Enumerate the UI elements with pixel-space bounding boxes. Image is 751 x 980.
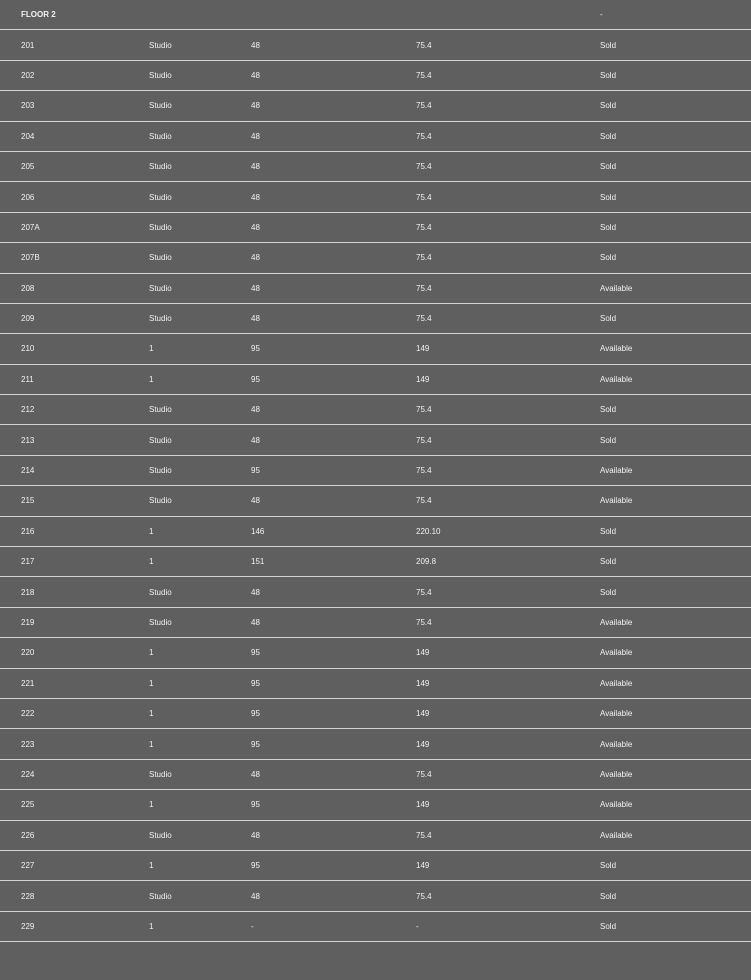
unit-number: 218 (21, 587, 35, 597)
unit-price: 149 (416, 648, 430, 658)
table-row (0, 912, 751, 942)
unit-status: Available (600, 466, 633, 476)
unit-type: Studio (149, 101, 172, 111)
unit-status: Available (600, 283, 633, 293)
floor-header-row (0, 0, 751, 30)
unit-status: Sold (600, 222, 617, 232)
table-row (0, 334, 751, 364)
table-row (0, 61, 751, 91)
unit-number: 206 (21, 192, 35, 202)
unit-number: 223 (21, 739, 35, 749)
table-row (0, 274, 751, 304)
unit-size: 48 (251, 587, 260, 597)
table-row (0, 547, 751, 577)
unit-status: Sold (600, 162, 617, 172)
unit-price: 75.4 (416, 435, 432, 445)
unit-price: 75.4 (416, 891, 432, 901)
unit-price: 149 (416, 861, 430, 871)
unit-size: 48 (251, 314, 260, 324)
unit-size: - (251, 921, 254, 931)
unit-status: Available (600, 800, 633, 810)
unit-type: Studio (149, 314, 172, 324)
unit-status: Sold (600, 435, 617, 445)
unit-size: 48 (251, 162, 260, 172)
table-row (0, 182, 751, 212)
table-row (0, 729, 751, 759)
unit-price: 149 (416, 739, 430, 749)
table-row (0, 790, 751, 820)
unit-type: 1 (149, 374, 154, 384)
unit-number: 207B (21, 253, 40, 263)
unit-type: 1 (149, 739, 154, 749)
unit-status: Sold (600, 861, 617, 871)
unit-number: 208 (21, 283, 35, 293)
unit-number: 207A (21, 222, 40, 232)
unit-type: 1 (149, 921, 154, 931)
unit-type: 1 (149, 861, 154, 871)
table-row (0, 699, 751, 729)
unit-size: 95 (251, 344, 260, 354)
unit-price: 149 (416, 374, 430, 384)
unit-price: 75.4 (416, 192, 432, 202)
unit-size: 95 (251, 678, 260, 688)
unit-number: 211 (21, 374, 34, 384)
unit-number: 213 (21, 435, 35, 445)
unit-type: 1 (149, 526, 154, 536)
unit-type: Studio (149, 587, 172, 597)
unit-size: 48 (251, 496, 260, 506)
unit-number: 227 (21, 861, 35, 871)
unit-status: Sold (600, 131, 617, 141)
unit-status: Sold (600, 557, 617, 567)
unit-price: 75.4 (416, 618, 432, 627)
unit-number: 215 (21, 496, 35, 506)
unit-status: Sold (600, 40, 617, 50)
unit-price: 220.10 (416, 526, 441, 536)
unit-status: Sold (600, 405, 617, 415)
unit-type: Studio (149, 253, 172, 263)
unit-price: 75.4 (416, 496, 432, 506)
unit-size: 48 (251, 222, 260, 232)
unit-price: 209.8 (416, 557, 437, 567)
unit-type: Studio (149, 40, 172, 50)
unit-type: Studio (149, 466, 172, 476)
unit-size: 48 (251, 830, 260, 840)
unit-number: 224 (21, 769, 35, 779)
unit-type: 1 (149, 344, 154, 354)
unit-price: 149 (416, 709, 430, 719)
table-row (0, 395, 751, 425)
unit-type: 1 (149, 678, 154, 688)
unit-status: Sold (600, 314, 617, 324)
table-row (0, 821, 751, 851)
unit-price: 75.4 (416, 253, 432, 263)
unit-type: Studio (149, 435, 172, 445)
unit-type: Studio (149, 162, 172, 172)
unit-size: 151 (251, 557, 265, 567)
unit-size: 48 (251, 40, 260, 50)
unit-size: 95 (251, 648, 260, 658)
table-row (0, 243, 751, 273)
unit-price: 75.4 (416, 40, 432, 50)
table-row (0, 608, 751, 638)
table-row (0, 760, 751, 790)
unit-type: Studio (149, 222, 172, 232)
unit-price: 149 (416, 344, 430, 354)
table-row (0, 456, 751, 486)
unit-type: Studio (149, 496, 172, 506)
unit-price: 75.4 (416, 405, 432, 415)
table-row (0, 30, 751, 60)
unit-number: 205 (21, 162, 35, 172)
unit-size: 48 (251, 769, 260, 779)
unit-price: 75.4 (416, 283, 432, 293)
table-row (0, 122, 751, 152)
table-row (0, 152, 751, 182)
unit-status: Sold (600, 192, 617, 202)
table-body (0, 30, 751, 942)
unit-status: Sold (600, 253, 617, 263)
unit-status: Available (600, 769, 633, 779)
unit-price: 75.4 (416, 466, 432, 476)
unit-status: Available (600, 709, 633, 719)
unit-size: 48 (251, 283, 260, 293)
unit-price: 75.4 (416, 101, 432, 111)
unit-number: 216 (21, 526, 35, 536)
unit-size: 48 (251, 618, 260, 627)
unit-price: 75.4 (416, 587, 432, 597)
unit-status: Available (600, 374, 633, 384)
unit-type: Studio (149, 891, 172, 901)
unit-type: Studio (149, 618, 172, 627)
unit-status: Available (600, 618, 633, 627)
table-row (0, 517, 751, 547)
unit-price: 75.4 (416, 830, 432, 840)
unit-status: Sold (600, 101, 617, 111)
unit-status: Sold (600, 891, 617, 901)
unit-number: 202 (21, 70, 35, 80)
unit-price: 75.4 (416, 162, 432, 172)
unit-status: Available (600, 648, 633, 658)
unit-number: 229 (21, 921, 35, 931)
unit-size: 95 (251, 861, 260, 871)
unit-price: 75.4 (416, 314, 432, 324)
unit-number: 203 (21, 101, 35, 111)
unit-number: 222 (21, 709, 35, 719)
unit-number: 219 (21, 618, 35, 627)
unit-size: 95 (251, 739, 260, 749)
unit-type: 1 (149, 648, 154, 658)
unit-type: Studio (149, 769, 172, 779)
unit-price: 75.4 (416, 131, 432, 141)
table-row (0, 669, 751, 699)
unit-number: 210 (21, 344, 35, 354)
unit-size: 48 (251, 891, 260, 901)
unit-number: 228 (21, 891, 35, 901)
unit-price: - (416, 921, 419, 931)
unit-status: Sold (600, 921, 617, 931)
unit-size: 48 (251, 192, 260, 202)
unit-status: Available (600, 739, 633, 749)
table-row (0, 304, 751, 334)
table-row (0, 213, 751, 243)
table-row (0, 881, 751, 911)
unit-type: 1 (149, 557, 154, 567)
unit-type: Studio (149, 830, 172, 840)
unit-number: 225 (21, 800, 35, 810)
table-row (0, 851, 751, 881)
unit-size: 95 (251, 466, 260, 476)
unit-size: 48 (251, 101, 260, 111)
unit-type: Studio (149, 283, 172, 293)
unit-status: Sold (600, 70, 617, 80)
unit-price: 149 (416, 800, 430, 810)
unit-number: 217 (21, 557, 35, 567)
unit-size: 48 (251, 70, 260, 80)
unit-number: 204 (21, 131, 35, 141)
unit-status: Available (600, 830, 633, 840)
table-row (0, 638, 751, 668)
unit-type: 1 (149, 709, 154, 719)
unit-type: Studio (149, 192, 172, 202)
unit-number: 201 (21, 40, 35, 50)
unit-status: Sold (600, 526, 617, 536)
unit-size: 48 (251, 131, 260, 141)
unit-size: 48 (251, 405, 260, 415)
unit-type: 1 (149, 800, 154, 810)
table-row (0, 425, 751, 455)
unit-price: 149 (416, 678, 430, 688)
floor-title: FLOOR 2 (21, 10, 56, 20)
unit-size: 95 (251, 709, 260, 719)
table-row (0, 91, 751, 121)
unit-status: Available (600, 496, 633, 506)
unit-size: 146 (251, 526, 265, 536)
unit-size: 48 (251, 253, 260, 263)
floor-status: - (600, 10, 603, 20)
unit-type: Studio (149, 405, 172, 415)
unit-number: 209 (21, 314, 35, 324)
unit-price: 75.4 (416, 70, 432, 80)
table-row (0, 486, 751, 516)
unit-number: 212 (21, 405, 35, 415)
unit-number: 221 (21, 678, 35, 688)
unit-status: Available (600, 678, 633, 688)
unit-size: 95 (251, 800, 260, 810)
unit-number: 226 (21, 830, 35, 840)
unit-type: Studio (149, 131, 172, 141)
unit-size: 95 (251, 374, 260, 384)
unit-number: 214 (21, 466, 35, 476)
unit-status: Sold (600, 587, 617, 597)
table-row (0, 365, 751, 395)
unit-price: 75.4 (416, 222, 432, 232)
table-row (0, 577, 751, 607)
unit-type: Studio (149, 70, 172, 80)
unit-size: 48 (251, 435, 260, 445)
unit-price: 75.4 (416, 769, 432, 779)
unit-number: 220 (21, 648, 35, 658)
unit-status: Available (600, 344, 633, 354)
